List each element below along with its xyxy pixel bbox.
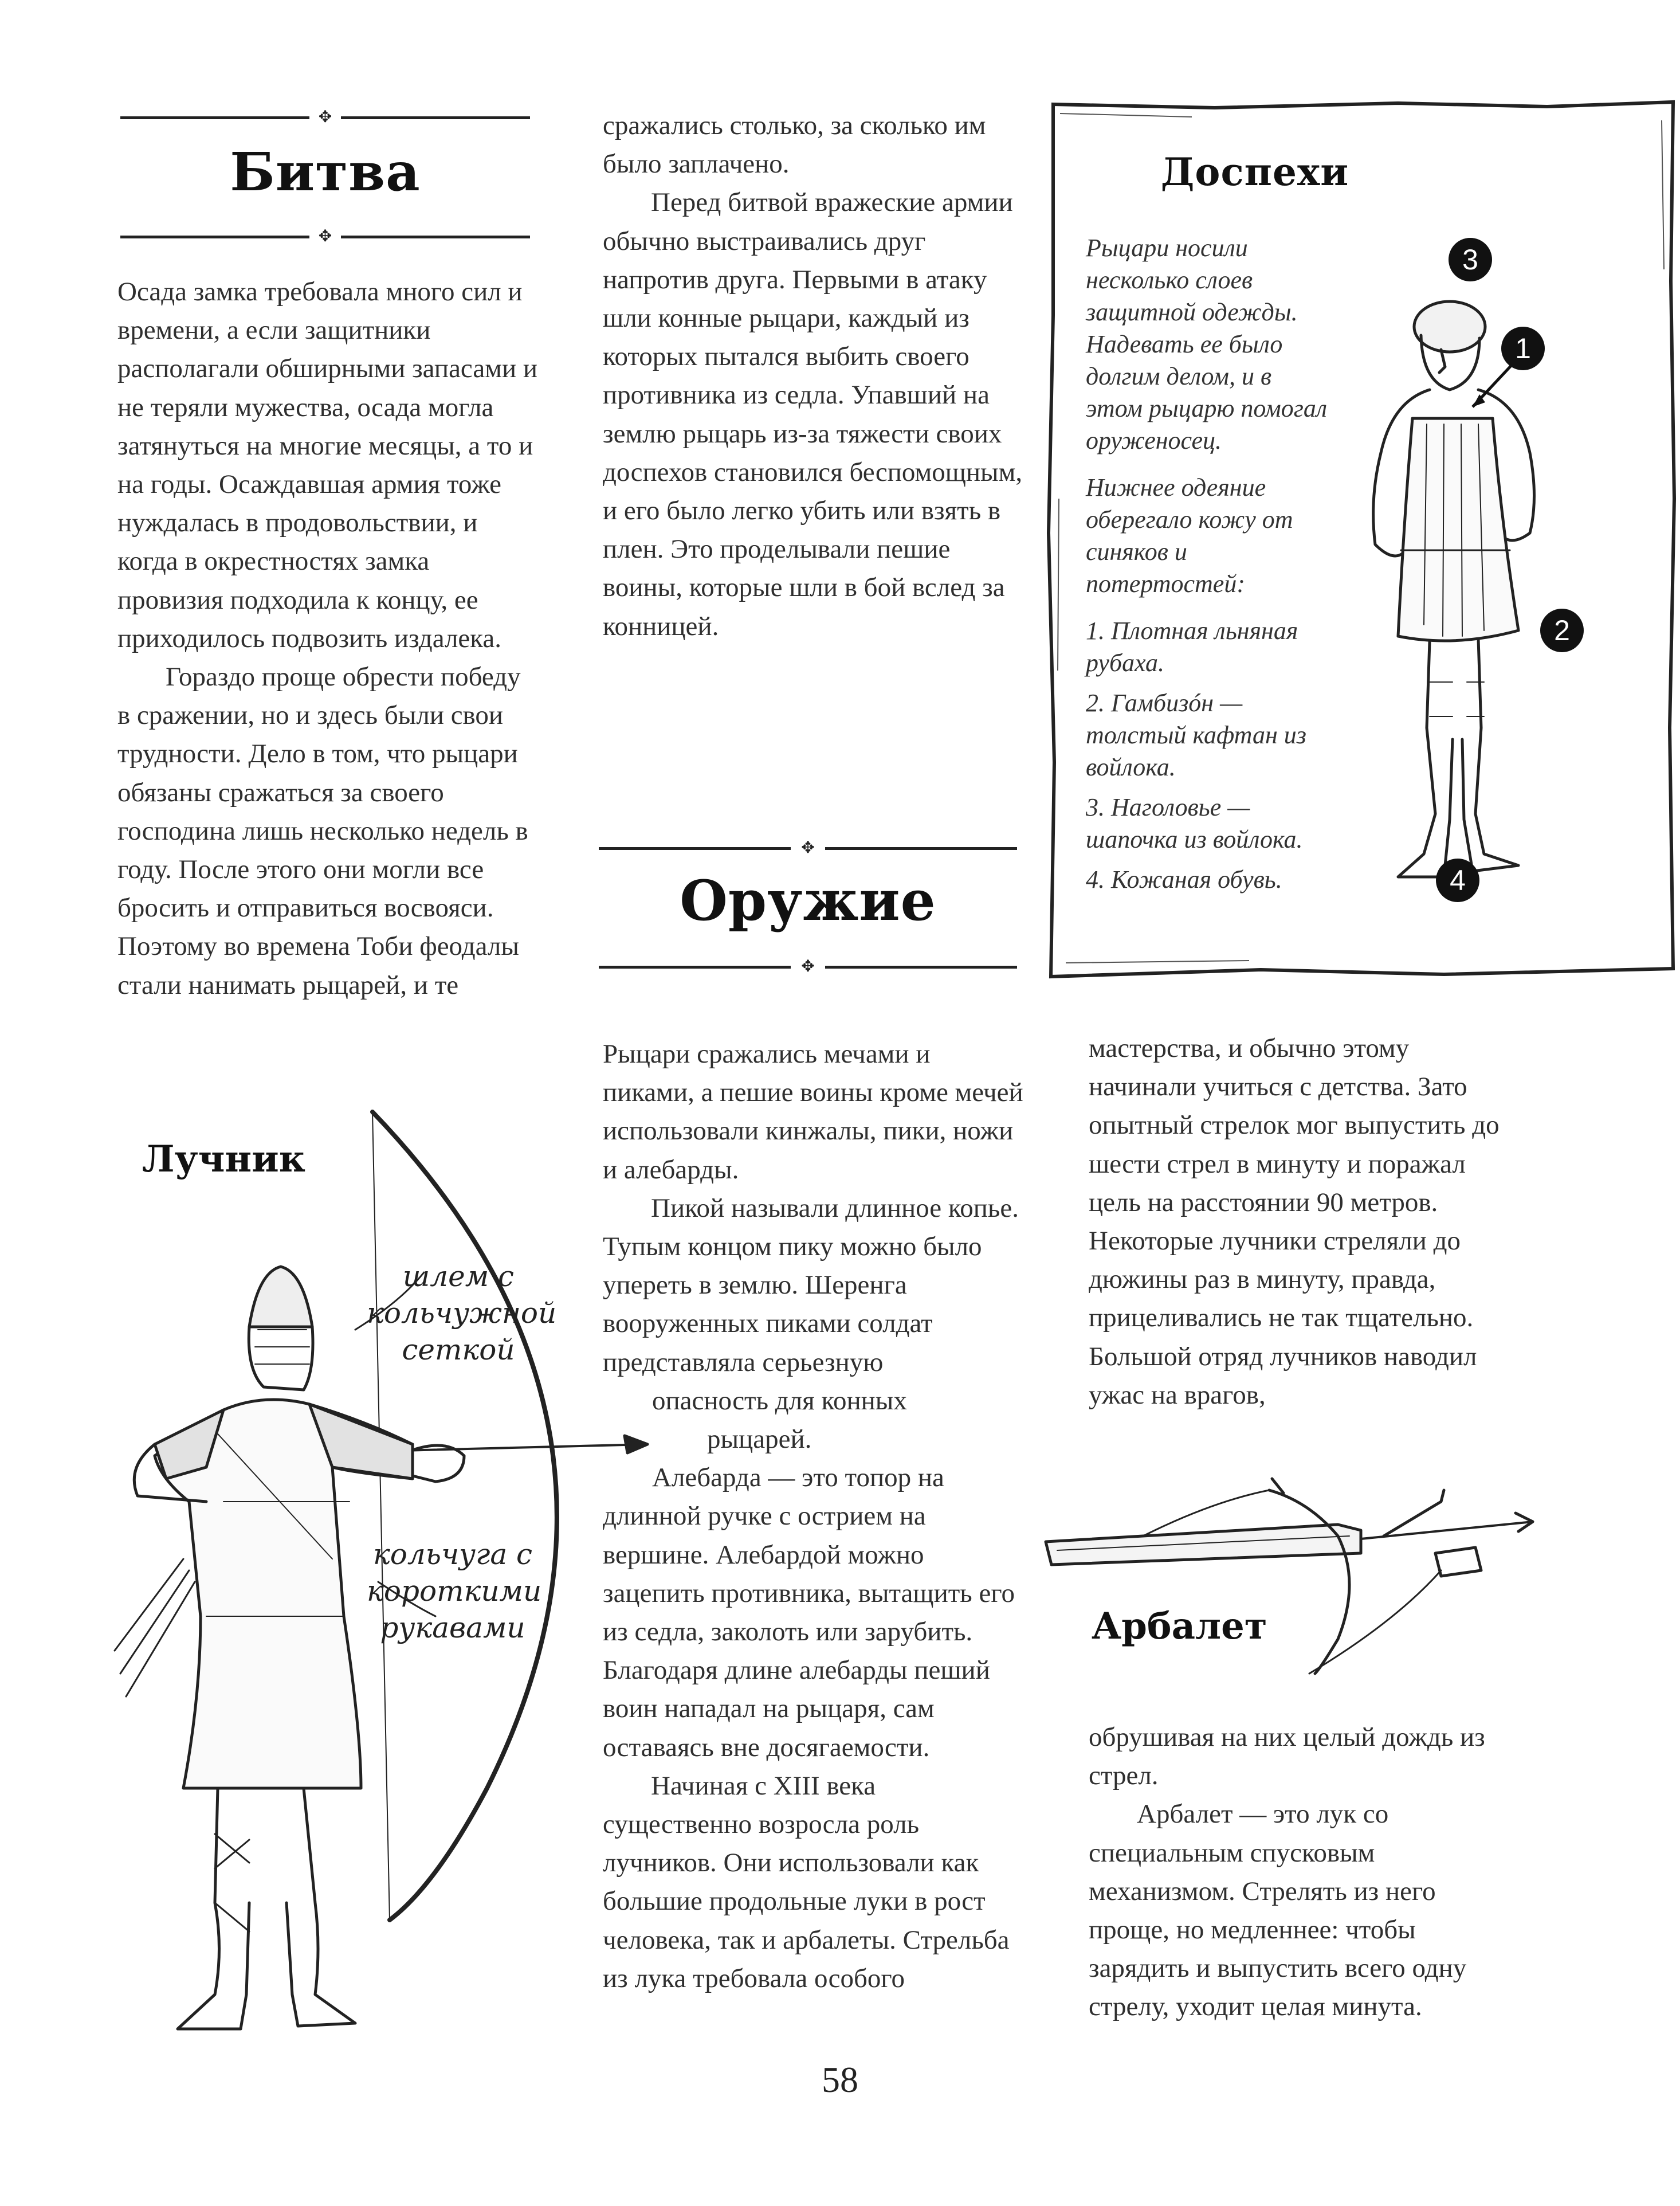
armor-title: Доспехи — [1160, 150, 1349, 194]
weapons-rule-bottom — [599, 958, 1017, 975]
battle-text-column — [117, 273, 539, 1005]
battle-paragraph: сражались столько, за сколько им было заплачено. — [603, 111, 986, 179]
weapons-paragraph: Пикой называли длинное копье. Тупым концом пику можно было упереть в землю. Шеренга вооруженных пиками солдат представляла серьезную — [603, 1193, 1019, 1377]
battle-rule-bottom — [120, 228, 530, 245]
armor-under: Нижнее одеяние оберегало кожу от синяков и потертостей: — [1086, 473, 1293, 598]
armor-intro: Рыцари носили несколько слоев защитной одежды. Надевать ее было долгим делом, и в этом рыцарю помогал оруженосец. — [1086, 234, 1328, 454]
marker-4: 4 — [1436, 859, 1479, 902]
archer-mail-caption: кольчуга с короткими рукавами — [367, 1538, 542, 1644]
weapons-paragraph-wrap: рыцарей. — [707, 1424, 812, 1455]
battle-continuation-column — [603, 107, 1024, 646]
weapons-title: Оружие — [680, 868, 936, 933]
weapons-rule-top — [599, 840, 1017, 857]
weapons-text-column — [603, 1035, 1027, 1998]
weapons-continuation-column — [1089, 1029, 1510, 1414]
marker-1: 1 — [1501, 327, 1545, 370]
armor-item-3: 3. Наголовье — шапочка из войлока. — [1086, 793, 1303, 853]
weapons-paragraph: мастерства, и обычно этому начинали учиться с детства. Зато опытный стрелок мог выпустить до шести стрел в минуту и поражал цель на расстоянии 90 метров. Некоторые лучники стреляли до дюжины раз в минуту, правда, прицеливались не так тщательно. Большой отряд лучников наводил ужас на врагов, — [1089, 1033, 1500, 1410]
knight-undergarment-illustration — [1312, 281, 1581, 928]
marker-3: 3 — [1449, 238, 1492, 281]
weapons-paragraph: Рыцари сражались мечами и пиками, а пешие воины кроме мечей использовали кинжалы, пики, ножи и алебарды. — [603, 1039, 1023, 1185]
battle-rule-top — [120, 109, 530, 126]
archer-title: Лучник — [142, 1138, 305, 1181]
armor-item-4: 4. Кожаная обувь. — [1086, 865, 1282, 894]
ornament-icon: ✥ — [318, 108, 332, 126]
weapons-paragraph: Алебарда — это топор на длинной ручке с острием на вершине. Алебардой можно зацепить противника, вытащить его из седла, заколоть или зарубить. Благодаря длине алебарды пеший воин нападал на рыцаря, сам оставаясь вне досягаемости. — [603, 1463, 1015, 1762]
ornament-icon: ✥ — [801, 839, 815, 857]
marker-1-pointer — [1467, 361, 1518, 413]
page-number: 58 — [822, 2059, 858, 2100]
crossbow-text-column — [1089, 1718, 1510, 2027]
armor-item-2: 2. Гамбизóн — толстый кафтан из войлока. — [1086, 689, 1306, 781]
crossbow-paragraph: Арбалет — это лук со специальным спусковым механизмом. Стрелять из него проще, но медленнее: чтобы зарядить и выпустить всего одну стрелу, уходит целая минута. — [1089, 1799, 1467, 2022]
battle-paragraph: Гораздо проще обрести победу в сражении, но и здесь были свои трудности. Дело в том, что рыцари обязаны сражаться за своего господина лишь несколько недель в году. После этого они могли все бросить и отправиться восвояси. Поэтому во времена Тоби феодалы стали нанимать рыцарей, и те — [117, 662, 528, 1000]
ornament-icon: ✥ — [801, 958, 815, 975]
weapons-paragraph-wrap: опасность для конных — [652, 1385, 907, 1416]
battle-paragraph: Осада замка требовала много сил и времени, а если защитники располагали обширными запасами и не теряли мужества, осада могла затянуться на многие месяцы, а то и на годы. Осаждавшая армия тоже нуждалась в продовольствии, и когда в окрестностях замка провизия подходила к концу, ее приходилось подвозить издалека. — [117, 277, 538, 653]
crossbow-paragraph: обрушивая на них целый дождь из стрел. — [1089, 1722, 1485, 1791]
battle-paragraph: Перед битвой вражеские армии обычно выстраивались друг напротив друга. Первыми в атаку шли конные рыцари, каждый из которых пытался выбить своего противника из седла. Упавший на землю рыцарь из-за тяжести своих доспехов становился беспомощным, и его было легко убить или взять в плен. Это проделывали пешие воины, которые шли в бой вслед за конницей. — [603, 187, 1023, 641]
armor-notes — [1086, 232, 1332, 896]
battle-title: Битва — [230, 141, 421, 203]
crossbow-title: Арбалет — [1092, 1605, 1267, 1648]
archer-helmet-caption: шлем с кольчужной сеткой — [367, 1260, 557, 1366]
marker-2: 2 — [1540, 609, 1584, 652]
crossbow-illustration — [1040, 1467, 1544, 1685]
weapons-paragraph: Начиная с XIII века существенно возросла роль лучников. Они использовали как большие продольные луки в рост человека, так и арбалеты. Стрельба из лука требовала особого — [603, 1770, 1010, 1993]
ornament-icon: ✥ — [318, 228, 332, 245]
armor-item-1: 1. Плотная льняная рубаха. — [1086, 617, 1298, 677]
